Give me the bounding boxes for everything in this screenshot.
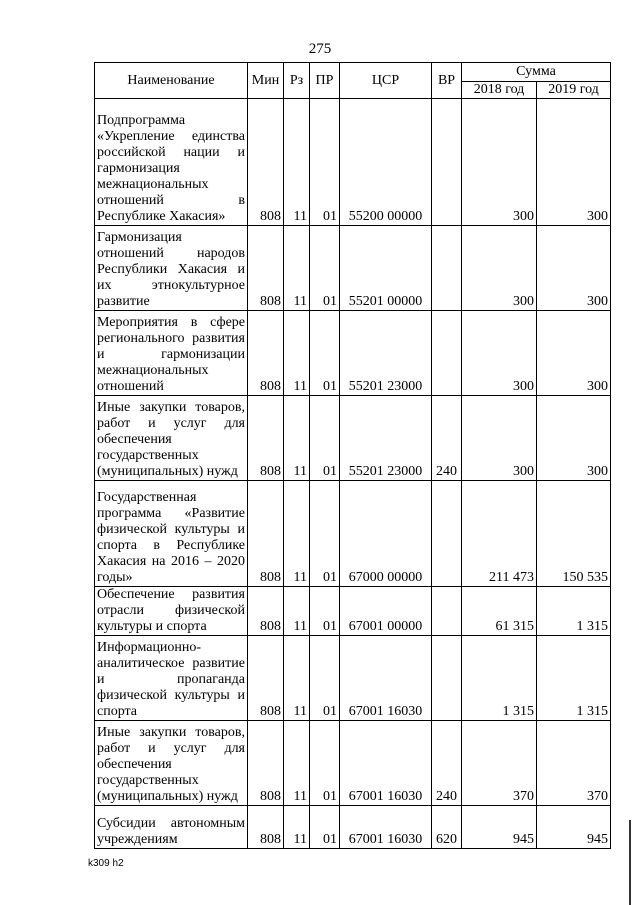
table-row xyxy=(95,806,611,849)
row-rz: 11 xyxy=(284,721,310,806)
row-sum-2019: 300 xyxy=(537,311,611,396)
row-csr: 55201 00000 xyxy=(340,226,432,311)
row-pr: 01 xyxy=(310,806,340,849)
row-min: 808 xyxy=(248,806,284,849)
row-sum-2019: 300 xyxy=(537,99,611,226)
row-min: 808 xyxy=(248,226,284,311)
row-name: Иные закупки товаров, работ и услуг для обеспечения государственных (муниципальных) нужд xyxy=(95,721,248,806)
header-sum: Сумма xyxy=(462,63,611,82)
row-csr: 67001 00000 xyxy=(340,587,432,636)
row-csr: 67001 16030 xyxy=(340,721,432,806)
row-sum-2018: 300 xyxy=(462,99,537,226)
header-name: Наименование xyxy=(95,63,248,99)
header-pr: ПР xyxy=(310,63,340,99)
row-vr xyxy=(432,226,462,311)
row-sum-2018: 300 xyxy=(462,396,537,481)
row-csr: 67000 00000 xyxy=(340,481,432,587)
row-rz: 11 xyxy=(284,636,310,721)
row-pr: 01 xyxy=(310,226,340,311)
row-sum-2019: 370 xyxy=(537,721,611,806)
row-min: 808 xyxy=(248,636,284,721)
row-csr: 67001 16030 xyxy=(340,636,432,721)
table-row xyxy=(95,636,611,721)
row-csr: 55200 00000 xyxy=(340,99,432,226)
row-vr: 240 xyxy=(432,396,462,481)
row-sum-2018: 61 315 xyxy=(462,587,537,636)
row-min: 808 xyxy=(248,481,284,587)
row-name: Гармонизация отношений народов Республики Хакасия и их этнокультурное развитие xyxy=(95,226,248,311)
row-rz: 11 xyxy=(284,806,310,849)
header-year-2018: 2018 год xyxy=(462,82,537,99)
row-min: 808 xyxy=(248,587,284,636)
row-pr: 01 xyxy=(310,481,340,587)
header-min: Мин xyxy=(248,63,284,99)
row-sum-2019: 945 xyxy=(537,806,611,849)
row-min: 808 xyxy=(248,721,284,806)
row-sum-2019: 150 535 xyxy=(537,481,611,587)
header-csr: ЦСР xyxy=(340,63,432,99)
row-min: 808 xyxy=(248,396,284,481)
row-rz: 11 xyxy=(284,587,310,636)
row-name: Подпрограмма «Укрепление единства российской нации и гармонизация межнациональных отношений в Республике Хакасия» xyxy=(95,99,248,226)
row-vr xyxy=(432,99,462,226)
row-vr xyxy=(432,636,462,721)
row-vr xyxy=(432,587,462,636)
table-row xyxy=(95,99,611,226)
page-number: 275 xyxy=(308,41,332,57)
row-vr: 620 xyxy=(432,806,462,849)
row-name: Информационно-аналитическое развитие и пропаганда физической культуры и спорта xyxy=(95,636,248,721)
row-sum-2018: 211 473 xyxy=(462,481,537,587)
row-rz: 11 xyxy=(284,99,310,226)
row-csr: 55201 23000 xyxy=(340,311,432,396)
row-pr: 01 xyxy=(310,721,340,806)
table-row xyxy=(95,311,611,396)
row-sum-2019: 300 xyxy=(537,396,611,481)
row-sum-2018: 300 xyxy=(462,311,537,396)
table-row xyxy=(95,226,611,311)
row-pr: 01 xyxy=(310,396,340,481)
row-min: 808 xyxy=(248,99,284,226)
row-pr: 01 xyxy=(310,636,340,721)
header-vr: ВР xyxy=(432,63,462,99)
row-sum-2019: 300 xyxy=(537,226,611,311)
footer-code: k309 h2 xyxy=(88,858,124,869)
row-sum-2018: 370 xyxy=(462,721,537,806)
row-vr: 240 xyxy=(432,721,462,806)
row-vr xyxy=(432,481,462,587)
row-sum-2019: 1 315 xyxy=(537,587,611,636)
row-rz: 11 xyxy=(284,396,310,481)
row-sum-2018: 1 315 xyxy=(462,636,537,721)
row-name: Обеспечение развития отрасли физической культуры и спорта xyxy=(95,587,248,636)
table-row xyxy=(95,481,611,587)
row-name: Субсидии автономным учреждениям xyxy=(95,806,248,849)
row-sum-2018: 300 xyxy=(462,226,537,311)
row-rz: 11 xyxy=(284,226,310,311)
table-row xyxy=(95,587,611,636)
row-rz: 11 xyxy=(284,481,310,587)
row-sum-2019: 1 315 xyxy=(537,636,611,721)
row-sum-2018: 945 xyxy=(462,806,537,849)
header-year-2019: 2019 год xyxy=(537,82,611,99)
row-min: 808 xyxy=(248,311,284,396)
row-csr: 55201 23000 xyxy=(340,396,432,481)
row-vr xyxy=(432,311,462,396)
row-pr: 01 xyxy=(310,311,340,396)
row-name: Государственная программа «Развитие физической культуры и спорта в Республике Хакасия на 2016 – 2020 годы» xyxy=(95,481,248,587)
row-name: Иные закупки товаров, работ и услуг для обеспечения государственных (муниципальных) нужд xyxy=(95,396,248,481)
table-row xyxy=(95,396,611,481)
header-rz: Рз xyxy=(284,63,310,99)
row-csr: 67001 16030 xyxy=(340,806,432,849)
table-row xyxy=(95,721,611,806)
row-pr: 01 xyxy=(310,99,340,226)
budget-table xyxy=(94,62,611,849)
row-rz: 11 xyxy=(284,311,310,396)
row-pr: 01 xyxy=(310,587,340,636)
row-name: Мероприятия в сфере регионального развития и гармонизации межнациональных отношений xyxy=(95,311,248,396)
scan-edge-line xyxy=(629,820,631,905)
